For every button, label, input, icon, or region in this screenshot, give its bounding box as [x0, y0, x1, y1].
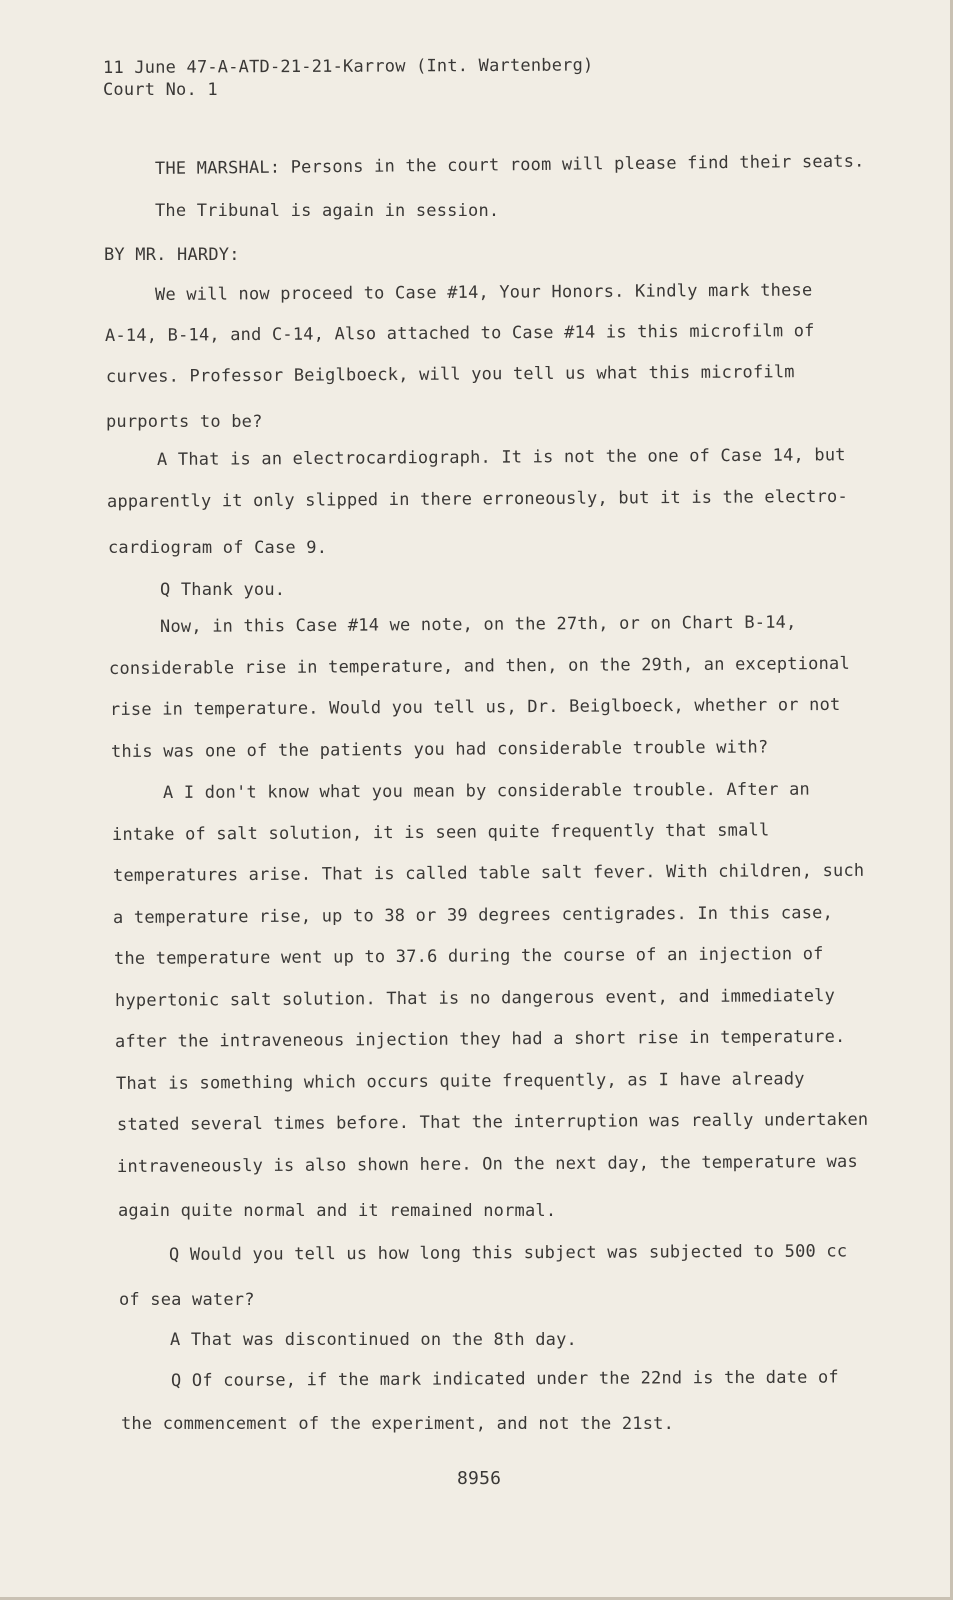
page-number: 8956 [457, 1468, 502, 1489]
header-line-2: Court No. 1 [103, 80, 218, 100]
transcript-line: A I don't know what you mean by considerable trouble. After an [162, 779, 811, 803]
transcript-line: again quite normal and it remained normal. [118, 1201, 557, 1221]
transcript-line: A-14, B-14, and C-14, Also attached to Case #14 is this microfilm of [104, 321, 815, 346]
transcript-line: rise in temperature. Would you tell us, Dr. Beiglboeck, whether or not [109, 694, 841, 720]
transcript-line: intraveneously is also shown here. On the next day, the temperature was [116, 1151, 858, 1177]
transcript-line: intake of salt solution, it is seen quite frequently that small [111, 820, 770, 845]
transcript-line: temperatures arise. That is called table salt fever. With children, such [112, 860, 865, 886]
transcript-line: hypertonic salt solution. That is no dangerous event, and immediately [114, 985, 836, 1011]
transcript-line: That is something which occurs quite frequently, as I have already [115, 1069, 805, 1094]
transcript-line: considerable rise in temperature, and then, on the 29th, an exceptional [108, 653, 850, 679]
transcript-line: We will now proceed to Case #14, Your Honors. Kindly mark these [154, 280, 813, 305]
transcript-line: the commencement of the experiment, and not the 21st. [121, 1414, 675, 1434]
transcript-line: after the intraveneous injection they had a short rise in temperature. [114, 1026, 846, 1052]
transcript-line: the temperature went up to 37.6 during the course of an injection of [113, 944, 824, 969]
transcript-line: a temperature rise, up to 38 or 39 degrees centigrades. In this case, [112, 902, 834, 928]
transcript-line: The Tribunal is again in session. [155, 201, 500, 221]
transcript-line: Now, in this Case #14 we note, on the 27th, or on Chart B-14, [159, 612, 797, 637]
transcript-line: Q Of course, if the mark indicated under the 22nd is the date of [170, 1367, 839, 1391]
transcript-line: purports to be? [106, 412, 263, 432]
transcript-line: A That is an electrocardiograph. It is not the one of Case 14, but [156, 445, 846, 470]
transcript-line: of sea water? [119, 1290, 255, 1310]
header-line-1: 11 June 47-A-ATD-21-21-Karrow (Int. Wartenberg) [102, 55, 594, 78]
transcript-line: A That was discontinued on the 8th day. [170, 1330, 577, 1350]
transcript-line: this was one of the patients you had considerable trouble with? [110, 737, 769, 762]
transcript-line: cardiogram of Case 9. [108, 538, 328, 558]
transcript-line: Q Thank you. [160, 580, 286, 600]
transcript-line: curves. Professor Beiglboeck, will you tell us what this microfilm [105, 362, 795, 387]
transcript-line: Q Would you tell us how long this subject was subjected to 500 cc [168, 1241, 848, 1265]
speaker-heading: BY MR. HARDY: [104, 245, 240, 265]
transcript-line: stated several times before. That the interruption was really undertaken [116, 1109, 869, 1135]
transcript-line: apparently it only slipped in there erroneously, but it is the electro- [106, 486, 848, 512]
transcript-line: THE MARSHAL: Persons in the court room will please find their seats. [154, 151, 865, 179]
